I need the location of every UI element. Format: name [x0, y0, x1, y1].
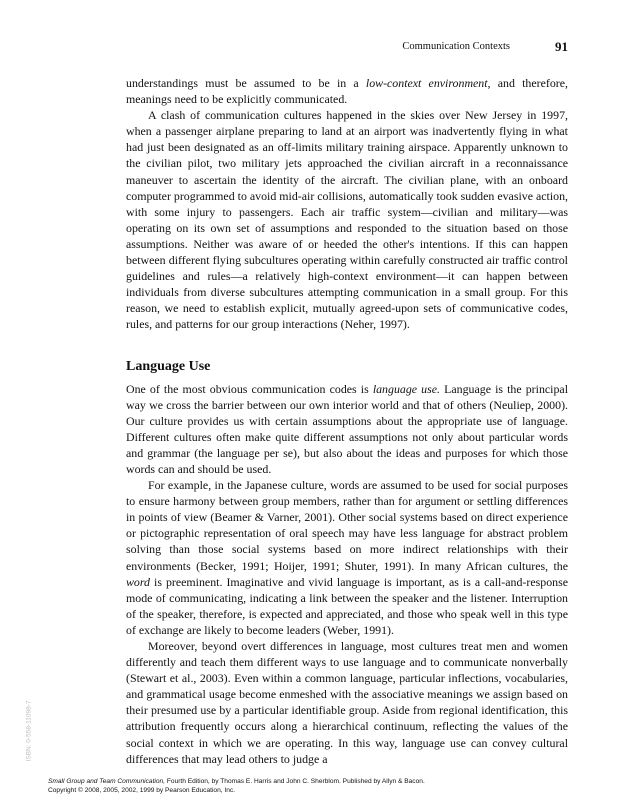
footer-copyright: Copyright © 2008, 2005, 2002, 1999 by Pearson Education, Inc.: [48, 786, 236, 794]
paragraph-new-jersey-clash: A clash of communication cultures happened in the skies over New Jersey in 1997, when a passenger airplane preparing to land at an airport was inadvertently flying in what had just been designated as an off-limits military training airspace. Apparently unknown to the civilian pilot, two military jets approached the civilian aircraft in a reconnaissance maneuver to ascertain the identity of the aircraft. The civilian plane, with an onboard computer programmed to avoid mid-air collisions, automatically took sudden evasive action, with some injury to passengers. Each air traffic system—civilian and military—was operating on its own set of assumptions and responded to the situation based on those assumptions. Neither was aware of or heeded the other's intentions. If this can happen between different flying subcultures operating within carefully constructed air traffic control guidelines and rules—a relatively high-context environment—it can happen between individuals from diverse subcultures attempting communication in a small group. For this reason, we need to establish explicit, mutually agreed-upon sets of communicative codes, rules, and patterns for our group interactions (Neher, 1997).: [126, 108, 568, 332]
footer-citation: Small Group and Team Communication, Fourth Edition, by Thomas E. Harris and John C. Sherblom. Published by Allyn & Bacon.: [48, 778, 425, 785]
footer-book-title: Small Group and Team Communication,: [48, 778, 166, 785]
emphasis-language-use: language use.: [372, 381, 440, 396]
section-heading-language-use: Language Use: [126, 358, 211, 374]
running-header: [126, 40, 568, 56]
page-number: 91: [555, 39, 568, 54]
emphasis-word: word: [126, 574, 151, 589]
copyright-footer: [48, 778, 588, 795]
body-text: [126, 75, 568, 767]
paragraph-language-use-intro: One of the most obvious communication codes is language use. Language is the principal way we cross the barrier between our own interior world and that of others (Neuliep, 2000). Our culture provides us with certain assumptions about the appropriate use of language. Different cultures often make quite different assumptions not only about particular words and grammar (the language per se), but also about the ideas and purposes for which those words can and should be used.: [126, 381, 568, 476]
running-title: Communication Contexts: [402, 41, 510, 52]
paragraph-gender-language: Moreover, beyond overt differences in language, most cultures treat men and women differently and teach them different ways to use language and to communicate nonverbally (Stewart et al., 2003). Even within a common language, particular inflections, vocabularies, and grammatical usage become enmeshed with the associative meanings we assign based on their presumed use by a particular identifiable group. Aside from regional identification, this attribution frequently occurs along a hierarchical continuum, reflecting the values of the social context in which we are operating. In this way, language use can convey cultural differences that may lead others to judge a: [126, 639, 568, 766]
isbn-margin-note: ISBN: 0-558-11098-7: [25, 700, 33, 762]
paragraph-japanese-culture: For example, in the Japanese culture, words are assumed to be used for social purposes to ensure harmony between group members, rather than for argument or settling differences in points of view (Beamer & Varner, 2001). Other social systems based on direct experience or pictographic representation of oral speech may have less language for abstract problem solving than those social systems based on more indirect relationships with their environments (Becker, 1991; Hoijer, 1991; Shuter, 1991). In many African cultures, the word is preeminent. Imaginative and vivid language is important, as is a call-and-response mode of communicating, indicating a link between the speaker and the listener. Interruption of the speaker, therefore, is expected and appreciated, and those who speak well in this type of exchange are likely to become leaders (Weber, 1991).: [126, 478, 568, 637]
paragraph-continued: understandings must be assumed to be in a low-context environment, and therefore, meanings need to be explicitly communicated.: [126, 76, 568, 107]
emphasis-low-context: low-context environment,: [365, 76, 491, 90]
